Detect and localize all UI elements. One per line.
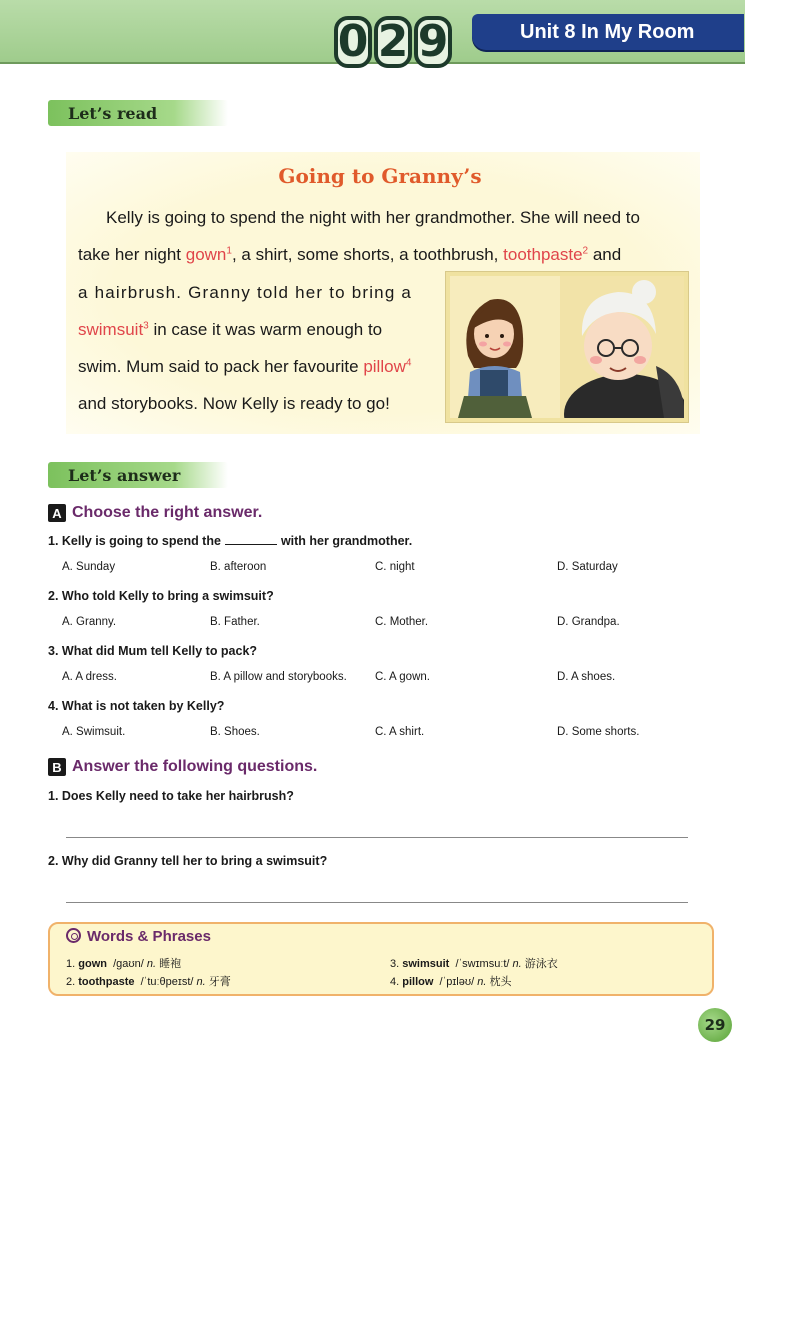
option[interactable]: C. A shirt.	[375, 726, 425, 738]
vocab-word: pillow	[363, 357, 406, 376]
story-text: a hairbrush. Granny told her to bring a	[78, 283, 413, 302]
story-line	[78, 283, 412, 303]
question: 2. Why did Granny tell her to bring a swimsuit?	[48, 854, 328, 868]
vocab-word: gown	[185, 245, 227, 264]
part-title: Choose the right answer.	[72, 504, 263, 521]
entry-ipa: /ˈpɪləʊ/	[439, 976, 475, 988]
section-tag-answer: Let’s answer	[48, 462, 228, 488]
lesson-digit: 9	[414, 16, 452, 68]
entry-ipa: /ˈtuːθpeɪst/	[140, 976, 194, 988]
vocab-entry	[390, 955, 558, 971]
footnote-marker: 4	[405, 357, 412, 369]
answer-line[interactable]	[66, 902, 688, 903]
option[interactable]: A. Granny.	[62, 616, 117, 628]
entry-ipa: /ˈswɪmsuːt/	[455, 958, 510, 970]
page-number: 29	[698, 1008, 732, 1042]
footnote-marker: 2	[582, 245, 589, 257]
target-icon	[66, 928, 81, 943]
entry-word: toothpaste	[78, 976, 135, 988]
part-title: Answer the following questions.	[72, 758, 318, 775]
option[interactable]: C. A gown.	[375, 671, 430, 683]
entry-meaning: 游泳衣	[524, 958, 558, 970]
option[interactable]: D. Saturday	[557, 561, 618, 573]
vocab-entry	[390, 973, 511, 989]
part-b-heading	[48, 758, 317, 776]
entry-num: 3.	[390, 958, 400, 970]
words-title-text: Words & Phrases	[87, 928, 211, 945]
option[interactable]: D. A shoes.	[557, 671, 616, 683]
entry-pos: n.	[196, 976, 206, 988]
entry-pos: n.	[512, 958, 522, 970]
entry-num: 1.	[66, 958, 76, 970]
story-text: and	[588, 245, 622, 264]
story-line	[78, 357, 411, 377]
entry-word: swimsuit	[402, 958, 450, 970]
question-text: 1. Kelly is going to spend the	[48, 534, 221, 548]
lesson-digit: 2	[374, 16, 412, 68]
entry-meaning: 枕头	[489, 976, 512, 988]
story-line	[78, 394, 390, 414]
story-text: and storybooks. Now Kelly is ready to go!	[78, 394, 390, 413]
entry-ipa: /gaʊn/	[113, 958, 144, 970]
vocab-entry	[66, 955, 181, 971]
option[interactable]: B. Shoes.	[210, 726, 260, 738]
question: 2. Who told Kelly to bring a swimsuit?	[48, 589, 274, 603]
vocab-entry	[66, 973, 231, 989]
footnote-marker: 3	[143, 320, 149, 332]
entry-num: 4.	[390, 976, 400, 988]
answer-line[interactable]	[66, 837, 688, 838]
story-text: take her night	[78, 245, 186, 264]
question: 1. Does Kelly need to take her hairbrush?	[48, 789, 294, 803]
part-a-heading	[48, 504, 262, 522]
story-title: Going to Granny’s	[278, 164, 482, 188]
option[interactable]: C. night	[375, 561, 415, 573]
option[interactable]: A. Sunday	[62, 561, 116, 573]
entry-meaning: 睡袍	[159, 958, 182, 970]
option[interactable]: D. Grandpa.	[557, 616, 620, 628]
option[interactable]: B. A pillow and storybooks.	[210, 671, 347, 683]
unit-title: Unit 8 In My Room	[472, 14, 744, 50]
vocab-word: toothpaste	[503, 245, 583, 264]
footnote-marker: 1	[226, 245, 232, 257]
story-illustration	[446, 272, 688, 422]
entry-meaning: 牙膏	[208, 976, 231, 988]
lesson-digit: 0	[334, 16, 372, 68]
story-text: , a shirt, some shorts, a toothbrush,	[231, 245, 504, 264]
story-line	[78, 320, 382, 340]
option[interactable]: D. Some shorts.	[557, 726, 640, 738]
part-letter: B	[48, 758, 66, 776]
entry-word: pillow	[402, 976, 434, 988]
entry-word: gown	[78, 958, 107, 970]
lesson-number	[334, 16, 454, 70]
entry-pos: n.	[146, 958, 157, 970]
option[interactable]: A. Swimsuit.	[62, 726, 126, 738]
girl-and-granny-illustration	[450, 276, 684, 418]
option[interactable]: B. Father.	[210, 616, 260, 628]
words-phrases-title	[66, 928, 211, 945]
answer-blank[interactable]	[225, 535, 277, 545]
option[interactable]: A. A dress.	[62, 671, 117, 683]
question: 3. What did Mum tell Kelly to pack?	[48, 644, 258, 658]
part-letter: A	[48, 504, 66, 522]
section-tag-read: Let’s read	[48, 100, 228, 126]
story-text: Kelly is going to spend the night with her grandmother. She will need to	[106, 208, 640, 227]
story-text: swim. Mum said to pack her favourite	[78, 357, 364, 376]
story-text: in case it was warm enough to	[148, 320, 383, 339]
vocab-word: swimsuit	[78, 320, 144, 339]
question-text: with her grandmother.	[280, 534, 413, 548]
story-line	[106, 208, 640, 228]
question: 4. What is not taken by Kelly?	[48, 699, 225, 713]
entry-pos: n.	[477, 976, 487, 988]
question	[48, 534, 412, 548]
option[interactable]: B. afteroon	[210, 561, 267, 573]
story-line	[78, 245, 621, 265]
option[interactable]: C. Mother.	[375, 616, 429, 628]
entry-num: 2.	[66, 976, 76, 988]
